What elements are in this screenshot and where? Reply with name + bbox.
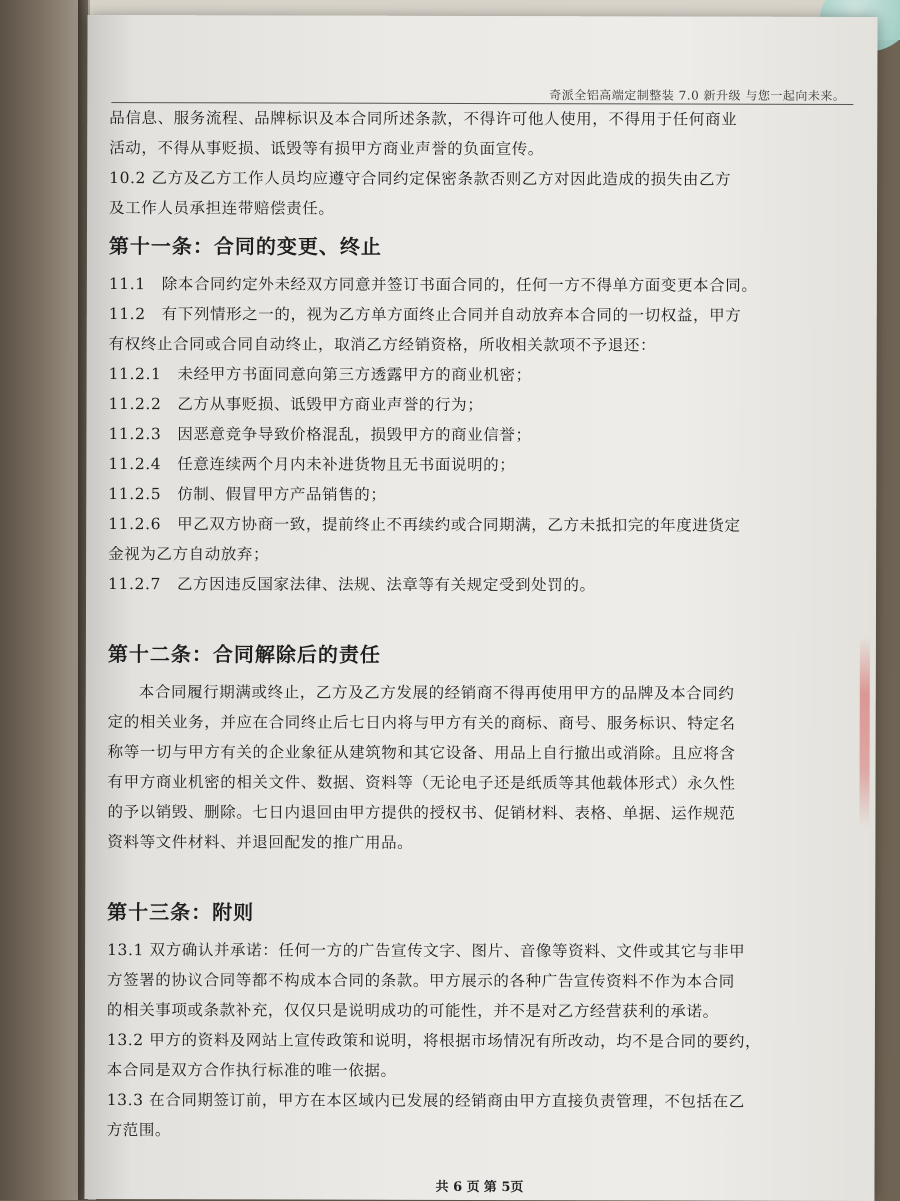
clause-text: 除本合同约定外未经双方同意并签订书面合同的，任何一方不得单方面变更本合同。 <box>161 275 758 295</box>
paragraph-line: 资料等文件材料、并退回配发的推广用品。 <box>107 833 414 852</box>
clause-text: 未经甲方书面同意向第三方透露甲方的商业机密； <box>177 365 532 385</box>
clause-item <box>108 479 863 511</box>
clause-text: 乙方从事贬损、诋毁甲方商业声誉的行为； <box>177 395 484 415</box>
paragraph-line: 13.2 甲方的资料及网站上宣传政策和说明，将根据市场情况有所改动，均不是合同的要约， <box>106 1031 762 1051</box>
clause-number: 11.2.3 <box>108 425 162 444</box>
clause-text: 乙方因违反国家法律、法规、法章等有关规定受到处罚的。 <box>176 575 596 595</box>
section-12-body <box>107 677 862 859</box>
paragraph-line: 13.1 双方确认并承诺：任何一方的广告宣传文字、图片、音像等资料、文件或其它与非甲 <box>107 941 746 961</box>
section-heading-11: 第十一条：合同的变更、终止 <box>108 234 382 259</box>
clause-list <box>108 359 864 601</box>
paragraph-line: 品信息、服务流程、品牌标识及本合同所述条款，不得许可他人使用，不得用于任何商业 <box>109 109 738 129</box>
clause-11-2 <box>109 299 864 331</box>
clause-number: 11.2.7 <box>108 575 161 594</box>
page-footer <box>84 1175 874 1196</box>
clause-text: 仿制、假冒甲方产品销售的； <box>177 485 387 504</box>
clause-text: 金视为乙方自动放弃； <box>108 545 270 564</box>
clause-text: 因恶意竞争导致价格混乱，损毁甲方的商业信誉； <box>177 425 532 445</box>
clause-number: 11.2.1 <box>108 365 162 384</box>
clause-number: 11.2.5 <box>108 485 162 504</box>
paragraph-line: 13.3 在合同期签订前，甲方在本区域内已发展的经销商由甲方直接负责管理，不包括在乙 <box>106 1091 745 1111</box>
clause-text: 任意连续两个月内未补进货物且无书面说明的； <box>177 455 516 475</box>
paragraph-line: 定的相关业务，并应在合同终止后七日内将与甲方有关的商标、商号、服务标识、特定名 <box>107 713 736 733</box>
paragraph-line: 10.2 乙方及乙方工作人员均应遵守合同约定保密条款否则乙方对因此造成的损失由乙方 <box>109 169 732 189</box>
clause-item <box>108 569 863 601</box>
page-content <box>107 103 865 1147</box>
paragraph-line: 方范围。 <box>106 1121 172 1140</box>
section-heading-13: 第十三条：附则 <box>107 900 255 925</box>
paragraph-line: 有权终止合同或合同自动终止，取消乙方经销资格，所收相关款项不予退还： <box>108 335 657 355</box>
paragraph-line: 及工作人员承担连带赔偿责任。 <box>109 199 335 218</box>
clause-text: 有下列情形之一的，视为乙方单方面终止合同并自动放弃本合同的一切权益，甲方 <box>161 305 742 325</box>
paragraph-line: 的相关事项或条款补充，仅仅只是说明成功的可能性，并不是对乙方经营获利的承诺。 <box>106 1001 719 1021</box>
paragraph-line: 本合同履行期满或终止，乙方及乙方发展的经销商不得再使用甲方的品牌及本合同约 <box>138 683 735 703</box>
clause-11-1 <box>109 269 864 301</box>
clause-item <box>108 539 863 571</box>
paragraph-line: 方签署的协议合同等都不构成本合同的条款。甲方展示的各种广告宣传资料不作为本合同 <box>107 971 735 991</box>
paragraph-line: 称等一切与甲方有关的企业象征从建筑物和其它设备、用品上自行撤出或消除。且应将含 <box>107 743 736 763</box>
clause-number: 11.2.4 <box>108 455 162 474</box>
paragraph-line: 本合同是双方合作执行标准的唯一依据。 <box>106 1061 397 1080</box>
document-page <box>84 15 877 1201</box>
clause-number: 11.2 <box>108 305 146 324</box>
clause-item <box>108 509 863 541</box>
seal-edge <box>859 637 869 827</box>
total-pages: 共 6 页 <box>435 1179 480 1195</box>
paragraph-line: 活动，不得从事贬损、诋毁等有损甲方商业声誉的负面宣传。 <box>109 139 544 159</box>
clause-text: 甲乙双方协商一致，提前终止不再续约或合同期满，乙方未抵扣完的年度进货定 <box>177 515 741 535</box>
paragraph-line: 有甲方商业机密的相关文件、数据、资料等（无论电子还是纸质等其他载体形式）永久性 <box>107 773 736 793</box>
section-heading-12: 第十二条：合同解除后的责任 <box>107 642 381 667</box>
clause-number: 11.2.2 <box>108 395 162 414</box>
paragraph-line: 的予以销毁、删除。七日内退回由甲方提供的授权书、促销材料、表格、单据、运作规范 <box>107 803 736 823</box>
page-header: 奇派全铝高端定制整装 7.0 新升级 与您一起向未来。 <box>549 88 846 103</box>
section-13-body <box>107 935 863 1147</box>
clause-item <box>108 419 863 451</box>
current-page: 第 5页 <box>483 1180 524 1196</box>
clause-item <box>108 449 863 481</box>
clause-item <box>109 359 864 391</box>
clause-number: 11.2.6 <box>108 515 162 534</box>
clause-item <box>108 389 863 421</box>
clause-number: 11.1 <box>108 275 146 294</box>
